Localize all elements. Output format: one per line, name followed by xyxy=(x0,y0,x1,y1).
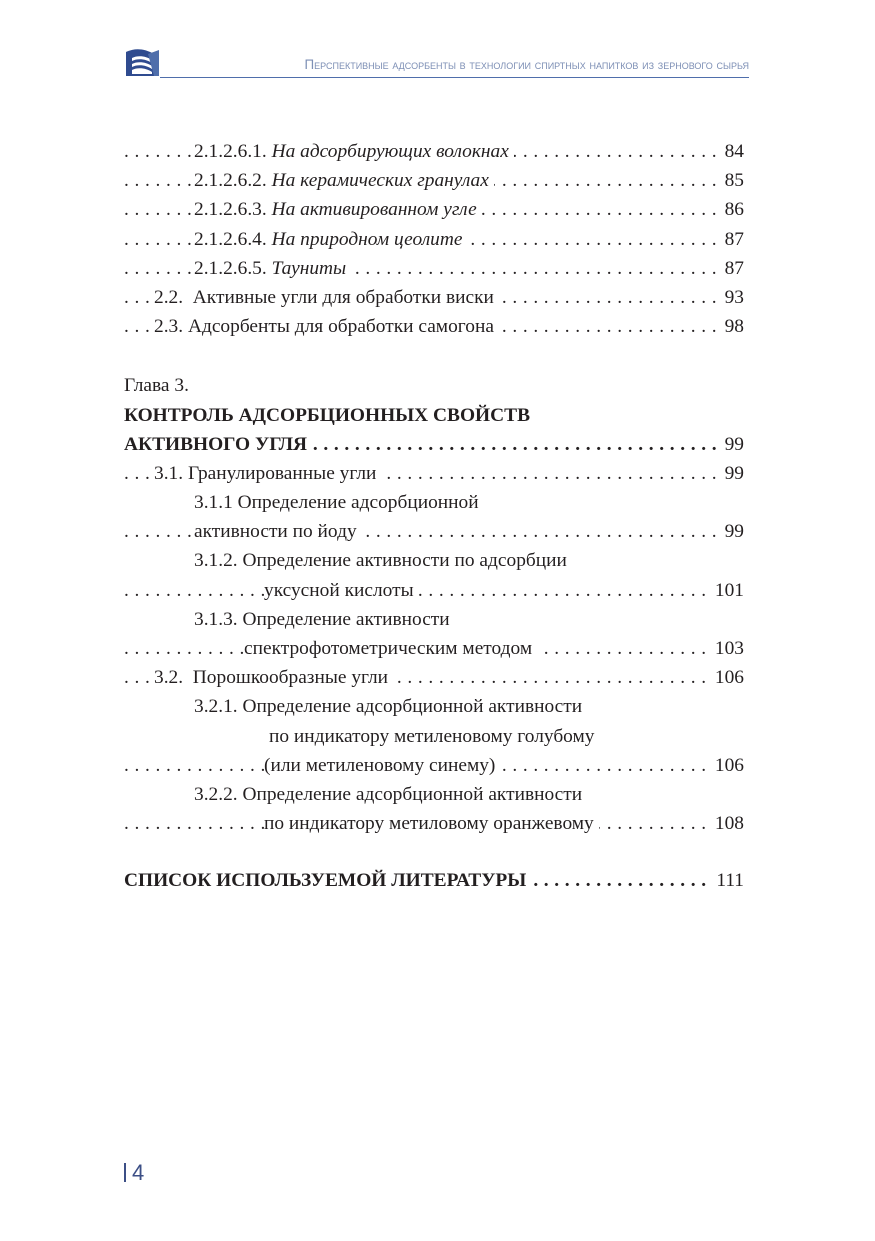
toc-entry-number: 3.1. xyxy=(154,462,184,484)
chapter-label: Глава 3. xyxy=(124,371,744,400)
toc-entry-3-1-2-line-1[interactable]: 3.1.2. Определение активности по адсорбции xyxy=(124,546,744,575)
toc-page-number: 106 xyxy=(710,663,744,692)
toc-entry-2-1-2-6-1[interactable] xyxy=(124,137,744,166)
toc-entry-2-2[interactable] xyxy=(124,283,744,312)
toc-page-number: 87 xyxy=(720,254,744,283)
toc-entry-2-1-2-6-2[interactable] xyxy=(124,166,744,195)
toc-entry-references[interactable]: СПИСОК ИСПОЛЬЗУЕМОЙ ЛИТЕРАТУРЫ 111 . . . xyxy=(124,866,744,895)
toc-entry-3-2-2-line-1[interactable]: 3.2.2. Определение адсорбционной активности xyxy=(124,780,744,809)
toc-entry-2-1-2-6-4[interactable] xyxy=(124,225,744,254)
toc-entry-number: 2.1.2.6.3. xyxy=(194,199,267,221)
toc-entry-3-1-1-line-1[interactable]: 3.1.1 Определение адсорбционной xyxy=(124,488,744,517)
toc-entry-3-1[interactable] xyxy=(124,459,744,488)
running-head-title: Перспективные адсорбенты в технологии спиртных напитков из зернового сырья xyxy=(304,57,749,72)
table-of-contents xyxy=(124,137,744,896)
toc-entry-title: Адсорбенты для обработки самогона xyxy=(187,316,494,338)
header-rule xyxy=(160,77,749,78)
toc-entry-number: 2.2. xyxy=(154,286,184,308)
toc-entry-number: 2.1.2.6.4. xyxy=(194,228,267,250)
toc-entry-number: 2.1.2.6.2. xyxy=(194,170,267,192)
publisher-logo-icon xyxy=(124,46,160,78)
toc-page-number: 87 xyxy=(720,225,744,254)
page-number xyxy=(124,1160,144,1186)
toc-entry-title: Порошкообразные угли xyxy=(192,667,389,689)
toc-page-number: 101 xyxy=(710,576,744,605)
toc-entry-number: 2.1.2.6.5. xyxy=(194,257,267,279)
toc-page-number: 99 xyxy=(720,517,744,546)
toc-entry-title: Тауниты xyxy=(271,257,347,279)
toc-entry-3-1-2-line-2[interactable]: уксусной кислоты 101 . . . xyxy=(124,576,744,605)
toc-entry-2-1-2-6-3[interactable] xyxy=(124,195,744,224)
toc-page-number: 106 xyxy=(710,751,744,780)
toc-page-number: 99 xyxy=(720,459,744,488)
toc-entry-3-2-1-line-1[interactable]: 3.2.1. Определение адсорбционной активности xyxy=(124,692,744,721)
toc-entry-number: 3.2. xyxy=(154,667,184,689)
toc-entry-title: Гранулированные угли xyxy=(187,462,377,484)
spacer xyxy=(124,838,744,866)
toc-entry-2-1-2-6-5[interactable] xyxy=(124,254,744,283)
spacer xyxy=(124,341,744,371)
toc-page-number: 111 xyxy=(711,866,744,895)
toc-entry-3-1-1-line-2[interactable]: активности по йоду 99 . . . xyxy=(124,517,744,546)
toc-page-number: 86 xyxy=(720,195,744,224)
toc-entry-number: 2.3. xyxy=(154,316,184,338)
toc-entry-title: На активированном угле xyxy=(271,199,477,221)
toc-entry-3-2-1-line-2[interactable]: по индикатору метиленовому голубому xyxy=(124,722,744,751)
toc-entry-2-3[interactable] xyxy=(124,312,744,341)
toc-page-number: 108 xyxy=(710,809,744,838)
toc-entry-title: Активные угли для обработки виски xyxy=(192,286,494,308)
toc-entry-3-2-1-line-3[interactable]: (или метиленовому синему) 106 . . . xyxy=(124,751,744,780)
toc-page-number: 99 xyxy=(720,430,744,459)
chapter-title-line-1[interactable]: КОНТРОЛЬ АДСОРБЦИОННЫХ СВОЙСТВ xyxy=(124,401,744,430)
page-number-value: 4 xyxy=(132,1160,145,1185)
chapter-title-line-2[interactable]: АКТИВНОГО УГЛЯ 99 . . . xyxy=(124,430,744,459)
toc-page-number: 103 xyxy=(710,634,744,663)
toc-page-number: 85 xyxy=(720,166,744,195)
toc-entry-title: На керамических гранулах xyxy=(271,170,489,192)
toc-page-number: 84 xyxy=(720,137,744,166)
toc-entry-number: 2.1.2.6.1. xyxy=(194,141,267,162)
toc-page-number: 98 xyxy=(720,312,744,341)
toc-entry-title: На природном цеолите xyxy=(271,228,463,250)
toc-entry-3-1-3-line-2[interactable]: спектрофотометрическим методом 103 . . . xyxy=(124,634,744,663)
toc-page-number: 93 xyxy=(720,283,744,312)
toc-entry-3-2[interactable] xyxy=(124,663,744,692)
folio-bar xyxy=(124,1163,126,1182)
toc-entry-3-1-3-line-1[interactable]: 3.1.3. Определение активности xyxy=(124,605,744,634)
toc-entry-3-2-2-line-2[interactable]: по индикатору метиловому оранжевому 108 . . . xyxy=(124,809,744,838)
toc-entry-title: На адсорбирующих волокнах xyxy=(271,141,509,162)
